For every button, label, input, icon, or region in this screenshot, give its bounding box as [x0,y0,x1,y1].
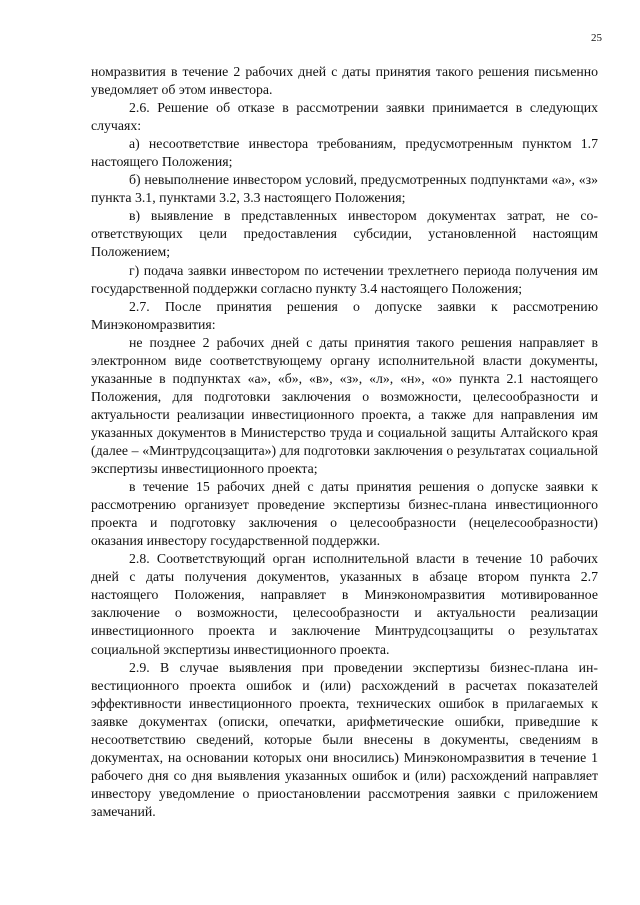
paragraph-2-7-second-action: в течение 15 рабочих дней с даты принятия решения о допуске заявки к рассмотрению организует проведение экспертизы бизнес-плана инвестиционного проекта и подготовку заключения о целесообразности (нецелесообразности) оказания инвестору государственной поддержки. [91,479,598,549]
list-item-a: а) несоответствие инвестора требованиям, предусмотренным пунктом 1.7 настоящего Положения; [91,136,598,170]
list-item-g: г) подача заявки инвестором по истечении трехлетнего периода получения им государственной поддержки согласно пункту 3.4 настоящего Положения; [91,262,598,296]
paragraph-2-9: 2.9. В случае выявления при проведении экспертизы бизнес-плана инвестиционного проекта ошибок и (или) расхождений в расчетах показателей эффективности инвестиционного проекта, технических ошибок в прилагаемых к заявке документах (описки, опечатки, арифметические ошибки, приведшие к несоответствию сведений, которые были внесены в документы, сведениям в документах, на основании которых они вносились) Минэкономразвития в течение 1 рабочего дня со дня выявления указанных ошибок и (или) расхождений направляет инвестору уведомление о приостановлении рассмотрения заявки с приложением замечаний. [91,659,598,819]
paragraph-continuation: номразвития в течение 2 рабочих дней с даты принятия такого решения письменно уведомляет об этом инвестора. [91,64,598,98]
paragraph-2-8: 2.8. Соответствующий орган исполнительной власти в течение 10 рабочих дней с даты получения документов, указанных в абзаце втором пункта 2.7 настоящего Положения, направляет в Минэкономразвития мотивированное заключение о возможности, целесообразности и актуальности реализации инвестиционного проекта и заключение Минтрудсоцзащиты о результатах социальной экспертизы инвестиционного проекта. [91,551,598,657]
paragraph-2-7-first-action: не позднее 2 рабочих дней с даты принятия такого решения направляет в электронном виде соответствующему органу исполнительной власти документы, указанные в подпунктах «а», «б», «в», «з», «л», «н», «о» пункта 2.1 настоящего Положения, для подготовки заключения о возможности, целесообразности и актуальности реализации инвестиционного проекта, а также для направления им указанных документов в Министерство труда и социальной защиты Алтайского края (далее – «Минтрудсоцзащита») для подготовки заключения о результатах социальной экспертизы инвестиционного проекта; [91,334,598,477]
list-item-v: в) выявление в представленных инвестором документах затрат, не соответствующих цели предоставления субсидии, установленной настоящим Положением; [91,208,598,260]
list-item-b: б) невыполнение инвестором условий, предусмотренных подпунктами «а», «з» пункта 3.1, пунктами 3.2, 3.3 настоящего Положения; [91,172,598,206]
paragraph-2-7: 2.7. После принятия решения о допуске заявки к рассмотрению Минэкономразвития: [91,298,598,332]
page-number: 25 [591,32,602,44]
paragraph-2-6: 2.6. Решение об отказе в рассмотрении заявки принимается в следующих случаях: [91,100,598,134]
document-body [91,63,598,821]
